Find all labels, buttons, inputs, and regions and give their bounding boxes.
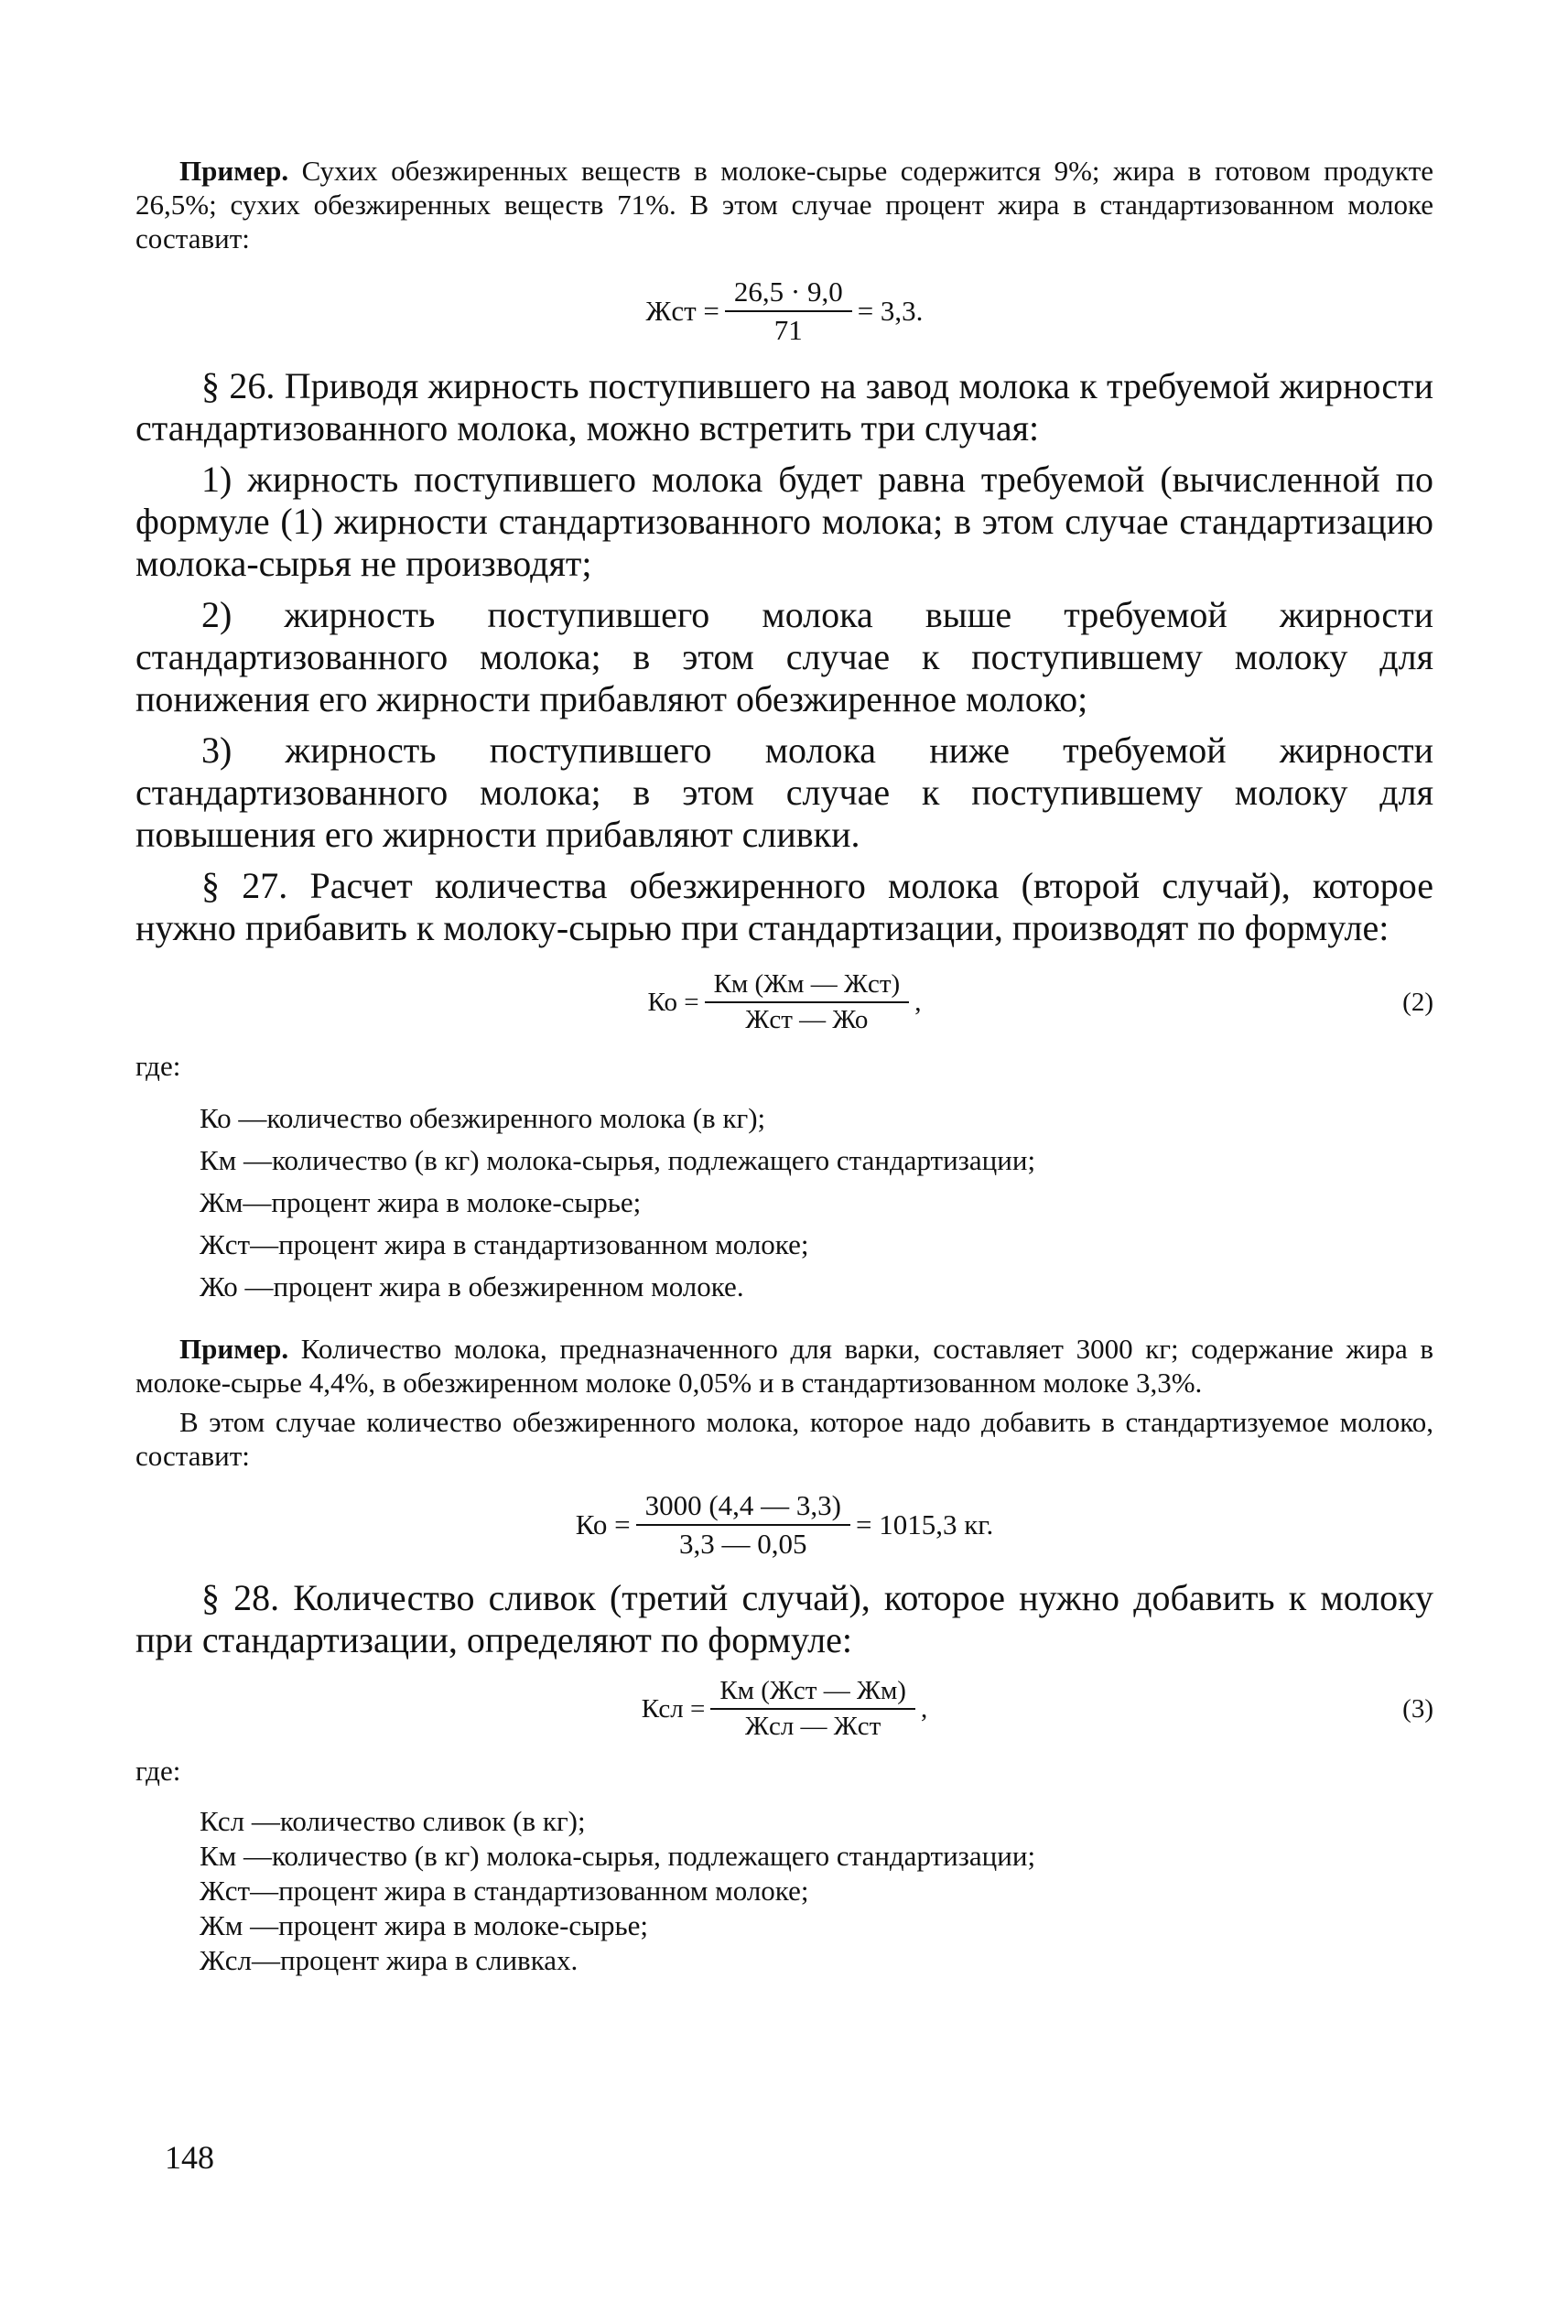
formula-4-denominator: Жсл — Жст (744, 1712, 881, 1741)
definition-item: Жм—процент жира в молоке-сырье; (200, 1186, 642, 1218)
formula-2 (135, 969, 1433, 1035)
example-2 (135, 1332, 1433, 1400)
definition-item: Жм —процент жира в молоке-сырье; (200, 1909, 649, 1941)
formula-4-numerator: Км (Жст — Жм) (710, 1676, 915, 1710)
section-28-intro: § 28. Количество сливок (третий случай), которое нужно добавить к молоку при стандартизации, определяют по формуле: (135, 1577, 1433, 1660)
formula-4-tail: , (920, 1693, 928, 1724)
definition-item: Жо —процент жира в обезжиренном молоке. (200, 1270, 744, 1303)
formula-2-number: (2) (1402, 987, 1433, 1017)
example-1-text: Сухих обезжиренных веществ в молоке-сырье содержится 9%; жира в готовом продукте 26,5%; сухих обезжиренных веществ 71%. В этом случае процент жира в стандартизованном молоке составит: (135, 155, 1433, 254)
formula-3 (135, 1676, 1433, 1742)
definition-item: Жст—процент жира в стандартизованном молоке; (200, 1228, 809, 1260)
definition-item: Жсл—процент жира в сливках. (200, 1944, 579, 1976)
formula-4-lhs: Ксл = (641, 1693, 706, 1724)
definition-item: Км —количество (в кг) молока-сырья, подлежащего стандартизации; (200, 1144, 1036, 1176)
definition-item: Жст—процент жира в стандартизованном молоке; (200, 1875, 809, 1907)
formula-example-2 (135, 1489, 1433, 1561)
formula-2-lhs: Ко = (647, 987, 699, 1017)
section-27-intro: § 27. Расчет количества обезжиренного молока (второй случай), которое нужно прибавить к молоку-сырью при стандартизации, производят по формуле: (135, 865, 1433, 948)
section-26-case-2: 2) жирность поступившего молока выше требуемой жирности стандартизованного молока; в этом случае к поступившему молоку для понижения его жирности прибавляют обезжиренное молоко; (135, 594, 1433, 719)
formula-4-number: (3) (1402, 1693, 1433, 1724)
page-number: 148 (165, 2139, 214, 2176)
formula-1-denominator: 71 (773, 314, 803, 346)
formula-3-numerator: 3000 (4,4 — 3,3) (636, 1489, 850, 1526)
example-1-label: Пример. (179, 155, 289, 187)
example-2-label: Пример. (179, 1333, 289, 1365)
formula-3-denominator: 3,3 — 0,05 (679, 1528, 807, 1560)
example-2-text: Количество молока, предназначенного для варки, составляет 3000 кг; содержание жира в молоке-сырье 4,4%, в обезжиренном молоке 0,05% и в стандартизованном молоке 3,3%. (135, 1333, 1433, 1399)
formula-1-fraction (725, 276, 852, 347)
formula-2-tail: , (914, 987, 922, 1017)
formula-fat-standardized (135, 276, 1433, 347)
section-28-where: где: (135, 1755, 181, 1787)
section-28-definitions (200, 1804, 1433, 1978)
page-body (135, 154, 1433, 1978)
formula-3-lhs: Ко = (575, 1508, 631, 1540)
formula-1-result: = 3,3. (857, 295, 924, 327)
formula-2-fraction (705, 969, 910, 1035)
formula-2-numerator: Км (Жм — Жст) (705, 969, 910, 1003)
formula-3-fraction (636, 1489, 850, 1561)
section-26-case-3: 3) жирность поступившего молока ниже требуемой жирности стандартизованного молока; в этом случае к поступившему молоку для повышения его жирности прибавляют сливки. (135, 730, 1433, 855)
section-26-case-1: 1) жирность поступившего молока будет равна требуемой (вычисленной по формуле (1) жирности стандартизованного молока; в этом случае стандартизацию молока-сырья не производят; (135, 459, 1433, 584)
section-27-definitions (200, 1097, 1433, 1308)
formula-3-result: = 1015,3 кг. (856, 1508, 994, 1540)
formula-1-lhs: Жст = (645, 295, 719, 327)
definition-item: Ксл —количество сливок (в кг); (200, 1805, 586, 1837)
example-1 (135, 154, 1433, 255)
section-27-where: где: (135, 1050, 181, 1082)
definition-item: Км —количество (в кг) молока-сырья, подлежащего стандартизации; (200, 1840, 1036, 1872)
formula-1-numerator: 26,5 · 9,0 (725, 276, 852, 312)
formula-2-denominator: Жст — Жо (745, 1005, 869, 1034)
formula-4-fraction (710, 1676, 915, 1742)
definition-item: Ко —количество обезжиренного молока (в кг); (200, 1102, 766, 1134)
example-2-text-2: В этом случае количество обезжиренного молока, которое надо добавить в стандартизуемое молоко, составит: (135, 1406, 1433, 1472)
section-26-intro: § 26. Приводя жирность поступившего на завод молока к требуемой жирности стандартизованного молока, можно встретить три случая: (135, 365, 1433, 449)
